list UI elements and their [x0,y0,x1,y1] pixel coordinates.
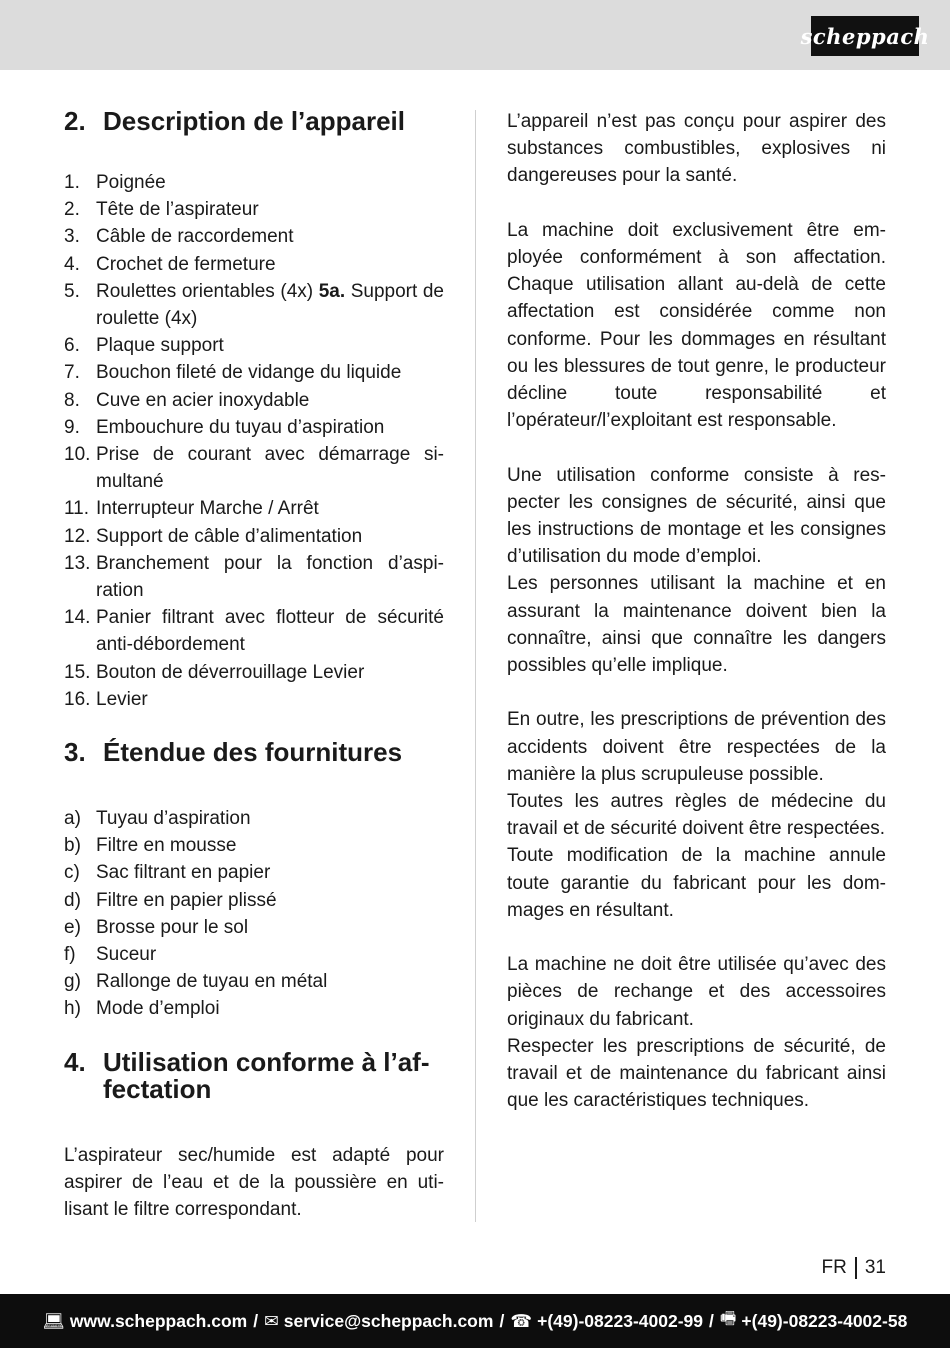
list-item-text: Filtre en mousse [96,835,237,857]
list-item-text: Sac filtrant en papier [96,862,271,884]
scheppach-logo: scheppach [811,16,919,56]
list-item-text: Filtre en papier plissé [96,889,277,911]
fax-icon: 🖷︎ [719,1308,737,1328]
footer-email[interactable]: service@scheppach.com [283,1310,494,1331]
separator [855,1257,857,1279]
list-item-text: Branchement pour la fonction d’aspiration [96,552,444,602]
list-item-text: Suceur [96,944,157,966]
list-item [64,968,444,995]
section-title: Étendue des fournitures [103,737,403,768]
footer-phone: +(49)-08223-4002-99 [537,1310,704,1331]
list-item-text: Support de câble d’alimentation [96,525,363,547]
list-item [64,832,444,859]
list-item [64,805,444,832]
body-paragraph: Une utilisation conforme consiste à respecter les consignes de sécurité, ainsi que les instructions de montage et les consignes d’utilisation du mode d’emploi. [507,464,886,568]
list-item-number: 15. [64,661,91,683]
body-paragraph: En outre, les prescriptions de prévention des accidents doivent être respectées de la manière la plus scrupuleuse possible. [507,709,886,785]
list-item-text: Roulettes orientables (4x) 5a. Support de roulette (4x) [96,280,444,330]
section-2-heading [64,108,444,135]
list-item-text: Interrupteur Marche / Arrêt [96,498,319,520]
language-code: FR [821,1257,847,1278]
delivery-list [64,805,444,1023]
list-item [64,995,444,1022]
body-paragraph: Toute modification de la machine annule toute garantie du fabricant pour les dommages en résultant. [507,845,886,921]
list-item-number: 5. [64,280,80,302]
list-item [64,550,444,604]
section-3-heading [64,739,444,766]
list-item-number: 9. [64,416,80,438]
list-item-text: Prise de courant avec démarrage simultané [96,444,444,493]
list-item [64,332,444,359]
list-item-number: 14. [64,607,91,629]
right-column [507,108,886,1114]
list-item-number: a) [64,808,81,830]
list-item-number: 1. [64,172,80,193]
footer-website[interactable]: www.scheppach.com [69,1310,248,1331]
list-item-number: 16. [64,688,91,710]
telephone-icon: ☎︎ [510,1310,533,1331]
list-item-text: Rallonge de tuyau en métal [96,971,328,993]
list-item [64,941,444,968]
list-item [64,914,444,941]
list-item [64,359,444,386]
list-item [64,659,444,686]
body-paragraph: L’appareil n’est pas conçu pour aspirer des substances combustibles, explosives ni dangereuses pour la santé. [507,111,886,187]
list-item [64,523,444,550]
list-item-number: 2. [64,199,80,221]
list-item-text: Panier filtrant avec flotteur de sécurité anti-débordement [96,607,444,656]
left-column [64,108,444,1223]
list-item-text: Bouchon fileté de vidange du liquide [96,362,402,384]
section-number: 2. [64,106,86,136]
list-item [64,196,444,223]
section-4-heading [64,1046,444,1104]
footer-fax: +(49)-08223-4002-58 [741,1310,908,1331]
list-item-text: Plaque support [96,335,224,357]
section-title: Utilisation conforme à l’affectation [103,1046,430,1104]
header-bar [0,0,950,70]
parts-list [64,169,444,713]
list-item-text: Brosse pour le sol [96,916,249,938]
list-item [64,387,444,414]
list-item [64,495,444,522]
list-item-number: 3. [64,226,80,248]
list-item-number: 7. [64,362,80,384]
list-item-text: Tuyau d’aspiration [96,808,251,830]
list-item-number: f) [64,944,76,966]
list-item-number: 12. [64,525,91,547]
list-item [64,887,444,914]
list-item [64,859,444,886]
section-4-paragraph: L’aspirateur sec/humide est adapté pour aspirer de l’eau et de la poussière en utilisant le filtre correspondant. [64,1144,444,1221]
list-item [64,169,444,196]
list-item [64,441,444,495]
section-number: 4. [64,1046,86,1077]
list-item-number: h) [64,998,81,1020]
list-item-number: 8. [64,389,80,411]
list-item-text: Bouton de déverrouillage Levier [96,661,365,683]
body-paragraph: La machine doit exclusivement être employée conformément à son affectation. Chaque utilisation allant au-delà de cette affectation est considérée comme non conforme. Pour les dommages en résultant ou les blessures de tout genre, le producteur décline toute responsabilité et l’opérateur/l’exploitant est responsable. [507,219,886,432]
list-item-number: 6. [64,335,80,357]
page-number [822,1257,886,1279]
list-item-number: b) [64,835,81,857]
list-item-text: Cuve en acier inoxydable [96,389,310,411]
page-number-value: 31 [864,1257,886,1278]
list-item-text: Câble de raccordement [96,226,294,248]
list-item [64,414,444,441]
list-item-text: Mode d’emploi [96,998,220,1020]
list-item [64,251,444,278]
list-item-number: 10. [64,444,91,466]
list-item-number: 13. [64,552,91,574]
list-item-number: e) [64,916,81,938]
list-item-text: Poignée [96,172,166,193]
list-item [64,686,444,713]
body-paragraph: La machine ne doit être utilisée qu’avec des pièces de rechange et des accessoires originaux du fabricant. [507,954,886,1030]
footer-bar: 💻︎ www.scheppach.com / ✉︎ service@scheppach.com / ☎︎ +(49)-08223-4002-99 / 🖷︎ +(49)-08223-4002-58 [0,1294,950,1348]
list-item-number: d) [64,889,81,911]
envelope-icon: ✉︎ [264,1310,279,1331]
list-item-number: c) [64,862,80,884]
list-item-number: g) [64,971,81,993]
list-item-text: Crochet de fermeture [96,253,276,275]
list-item [64,223,444,250]
body-paragraph: Respecter les prescriptions de sécurité, de travail et de maintenance du fabricant ainsi que les caractéristiques techniques. [507,1035,886,1112]
list-item [64,278,444,332]
list-item-text: Embouchure du tuyau d’aspiration [96,416,385,438]
section-number: 3. [64,737,86,768]
column-divider [475,110,476,1222]
list-item-number: 11. [64,498,90,520]
list-item [64,604,444,658]
section-title: Description de l’appareil [103,106,405,136]
computer-icon: 💻︎ [42,1310,65,1331]
list-item-text: Levier [96,688,148,710]
body-paragraph: Les personnes utilisant la machine et en assurant la maintenance doivent bien la connaître, ainsi que connaître les dangers possibles qu’elle implique. [507,573,886,677]
list-item-number: 4. [64,253,80,275]
list-item-text: Tête de l’aspirateur [96,199,259,221]
body-paragraph: Toutes les autres règles de médecine du travail et de sécurité doivent être respectées. [507,791,886,840]
